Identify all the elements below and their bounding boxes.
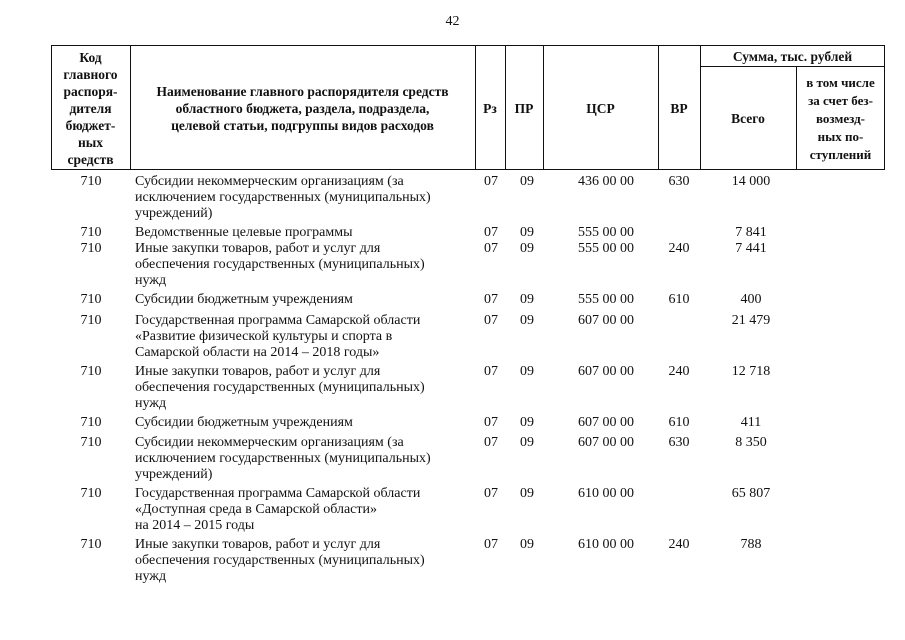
row-total: 7 441	[735, 241, 767, 256]
row-total: 788	[740, 537, 762, 552]
row-name-line: учреждений)	[135, 467, 213, 482]
row-pr: 09	[520, 486, 534, 501]
row-vr: 240	[668, 537, 690, 552]
row-name-line: обеспечения государственных (муниципальных)	[135, 380, 425, 395]
row-name	[135, 435, 480, 483]
row-code: 710	[80, 364, 102, 379]
row-csr: 610 00 00	[578, 486, 634, 501]
header-rz: Рз	[483, 100, 497, 116]
row-vr: 630	[668, 174, 690, 189]
page-number: 42	[445, 14, 460, 29]
row-name-line: учреждений)	[135, 206, 213, 221]
row-pr: 09	[520, 174, 534, 189]
row-name-line: нужд	[135, 396, 167, 411]
row-rz: 07	[484, 313, 498, 328]
row-pr: 09	[520, 313, 534, 328]
header-pr: ПР	[514, 100, 534, 116]
row-name-line: на 2014 – 2015 годы	[135, 518, 255, 533]
row-name	[135, 292, 480, 308]
row-code: 710	[80, 415, 102, 430]
row-name-line: исключением государственных (муниципальных)	[135, 190, 431, 205]
row-code: 710	[80, 241, 102, 256]
row-name-line: Субсидии некоммерческим организациям (за	[135, 174, 404, 189]
row-total: 65 807	[731, 486, 771, 501]
row-csr: 607 00 00	[578, 415, 634, 430]
row-code: 710	[80, 313, 102, 328]
row-name-line: обеспечения государственных (муниципальных)	[135, 257, 425, 272]
row-vr: 240	[668, 241, 690, 256]
row-name-line: Субсидии некоммерческим организациям (за	[135, 435, 404, 450]
row-rz: 07	[484, 292, 498, 307]
row-csr: 555 00 00	[578, 225, 634, 240]
header-extra: в том числе за счет без- возмезд- ных по- ступлений	[806, 74, 875, 162]
row-name-line: Субсидии бюджетным учреждениям	[135, 415, 353, 430]
row-name	[135, 241, 480, 289]
row-name-line: Государственная программа Самарской области	[135, 486, 421, 501]
row-total: 8 350	[735, 435, 767, 450]
header-vr: ВР	[670, 100, 688, 116]
row-rz: 07	[484, 241, 498, 256]
row-pr: 09	[520, 364, 534, 379]
header-code: Код главного распоря- дителя бюджет- ных средств	[63, 49, 118, 167]
row-rz: 07	[484, 364, 498, 379]
header-name: Наименование главного распорядителя средств областного бюджета, раздела, подраздела, целевой статьи, подгруппы видов расходов	[156, 83, 449, 133]
row-csr: 607 00 00	[578, 364, 634, 379]
row-name-line: исключением государственных (муниципальных)	[135, 451, 431, 466]
row-total: 14 000	[731, 174, 771, 189]
row-csr: 555 00 00	[578, 241, 634, 256]
row-total: 411	[740, 415, 762, 430]
row-csr: 555 00 00	[578, 292, 634, 307]
row-pr: 09	[520, 537, 534, 552]
row-rz: 07	[484, 415, 498, 430]
row-code: 710	[80, 292, 102, 307]
row-total: 7 841	[735, 225, 767, 240]
header-total: Всего	[731, 111, 765, 126]
row-name-line: Ведомственные целевые программы	[135, 225, 353, 240]
row-vr: 610	[668, 415, 690, 430]
row-rz: 07	[484, 225, 498, 240]
row-rz: 07	[484, 435, 498, 450]
row-csr: 436 00 00	[578, 174, 634, 189]
row-rz: 07	[484, 537, 498, 552]
row-code: 710	[80, 486, 102, 501]
row-name	[135, 537, 480, 585]
row-name-line: Субсидии бюджетным учреждениям	[135, 292, 353, 307]
row-pr: 09	[520, 435, 534, 450]
row-name	[135, 364, 480, 412]
row-pr: 09	[520, 241, 534, 256]
row-code: 710	[80, 537, 102, 552]
row-csr: 607 00 00	[578, 435, 634, 450]
row-rz: 07	[484, 174, 498, 189]
row-name	[135, 174, 480, 222]
row-vr: 240	[668, 364, 690, 379]
row-total: 21 479	[731, 313, 771, 328]
header-csr: ЦСР	[586, 100, 615, 116]
row-name-line: «Развитие физической культуры и спорта в	[135, 329, 393, 344]
row-name-line: Самарской области на 2014 – 2018 годы»	[135, 345, 380, 360]
header-sum: Сумма, тыс. рублей	[732, 48, 853, 64]
row-name-line: «Доступная среда в Самарской области»	[135, 502, 377, 517]
row-name-line: Иные закупки товаров, работ и услуг для	[135, 537, 381, 552]
row-total: 12 718	[731, 364, 771, 379]
row-rz: 07	[484, 486, 498, 501]
row-vr: 630	[668, 435, 690, 450]
row-name-line: Иные закупки товаров, работ и услуг для	[135, 241, 381, 256]
row-csr: 610 00 00	[578, 537, 634, 552]
row-name-line: Государственная программа Самарской области	[135, 313, 421, 328]
row-name	[135, 415, 480, 431]
row-name-line: нужд	[135, 273, 167, 288]
row-pr: 09	[520, 292, 534, 307]
row-total: 400	[740, 292, 762, 307]
row-code: 710	[80, 435, 102, 450]
row-name	[135, 313, 480, 361]
row-name-line: нужд	[135, 569, 167, 584]
row-code: 710	[80, 174, 102, 189]
row-name	[135, 225, 480, 241]
row-name-line: Иные закупки товаров, работ и услуг для	[135, 364, 381, 379]
row-pr: 09	[520, 225, 534, 240]
row-name	[135, 486, 480, 534]
row-csr: 607 00 00	[578, 313, 634, 328]
row-pr: 09	[520, 415, 534, 430]
row-vr: 610	[668, 292, 690, 307]
row-code: 710	[80, 225, 102, 240]
row-name-line: обеспечения государственных (муниципальных)	[135, 553, 425, 568]
